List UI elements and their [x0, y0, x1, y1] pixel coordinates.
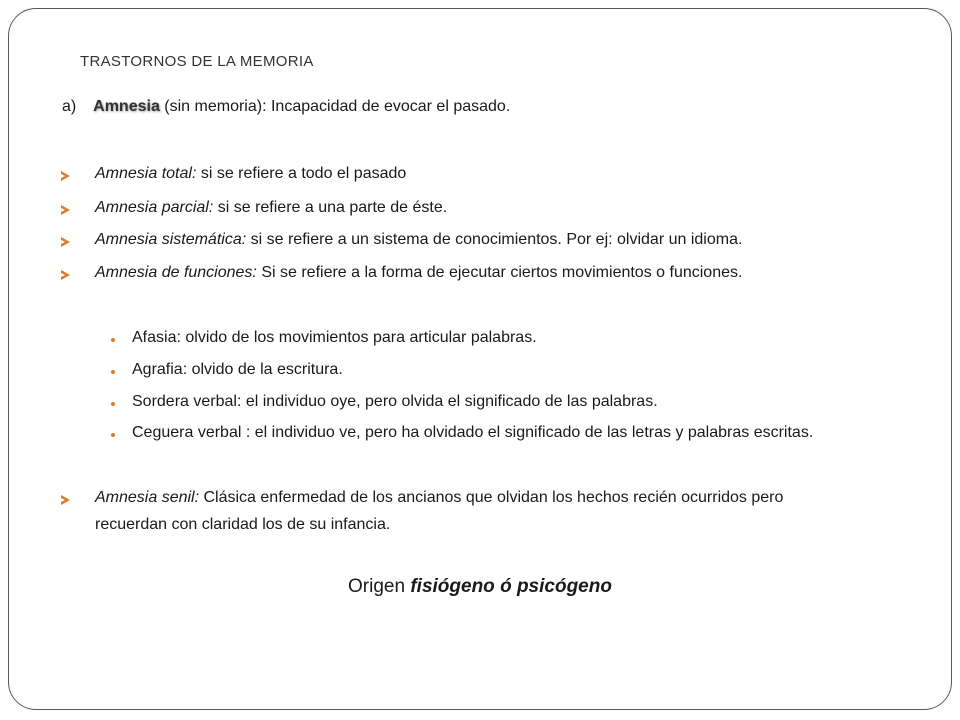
item-term: Amnesia senil:	[95, 489, 200, 506]
item-description: si se refiere a un sistema de conocimientos. Por ej: olvidar un idioma.	[246, 231, 743, 248]
list-item-funciones	[95, 264, 742, 282]
sub-item-agrafia: Agrafia: olvido de la escritura.	[132, 361, 343, 378]
sub-item-ceguera: Ceguera verbal : el individuo ve, pero ha olvidado el significado de las letras y palabras escritas.	[132, 424, 814, 441]
item-description: Si se refiere a la forma de ejecutar ciertos movimientos o funciones.	[256, 264, 743, 281]
list-item-sistematica	[95, 231, 742, 249]
arrow-bullet-icon	[61, 171, 70, 181]
item-term: Amnesia sistemática:	[95, 231, 247, 248]
item-term: Amnesia de funciones:	[95, 264, 257, 281]
slide-title: TRASTORNOS DE LA MEMORIA	[80, 53, 314, 70]
sub-item-afasia: Afasia: olvido de los movimientos para articular palabras.	[132, 329, 537, 346]
arrow-bullet-icon	[61, 270, 70, 280]
list-item-total	[95, 165, 406, 183]
amnesia-definition	[62, 98, 510, 116]
item-description: si se refiere a una parte de éste.	[213, 199, 448, 216]
arrow-bullet-icon	[61, 237, 70, 247]
list-item-senil-continuation: recuerdan con claridad los de su infancia.	[95, 516, 391, 533]
amnesia-term: Amnesia	[93, 98, 160, 115]
sub-item-sordera: Sordera verbal: el individuo oye, pero olvida el significado de las palabras.	[132, 393, 658, 410]
list-letter: a)	[62, 98, 77, 115]
dot-bullet-icon	[111, 370, 115, 374]
amnesia-description: (sin memoria): Incapacidad de evocar el pasado.	[164, 98, 511, 115]
list-item-parcial	[95, 199, 447, 217]
item-term: Amnesia total:	[95, 165, 197, 182]
dot-bullet-icon	[111, 338, 115, 342]
item-description: Clásica enfermedad de los ancianos que olvidan los hechos recién ocurridos pero	[199, 489, 784, 506]
arrow-bullet-icon	[61, 495, 70, 505]
dot-bullet-icon	[111, 433, 115, 437]
list-item-senil	[95, 489, 783, 507]
origin-emphasis: fisiógeno ó psicógeno	[410, 576, 612, 597]
origin-statement	[0, 576, 960, 598]
dot-bullet-icon	[111, 402, 115, 406]
item-description: si se refiere a todo el pasado	[196, 165, 407, 182]
origin-prefix: Origen	[348, 576, 411, 597]
item-term: Amnesia parcial:	[95, 199, 214, 216]
arrow-bullet-icon	[61, 205, 70, 215]
